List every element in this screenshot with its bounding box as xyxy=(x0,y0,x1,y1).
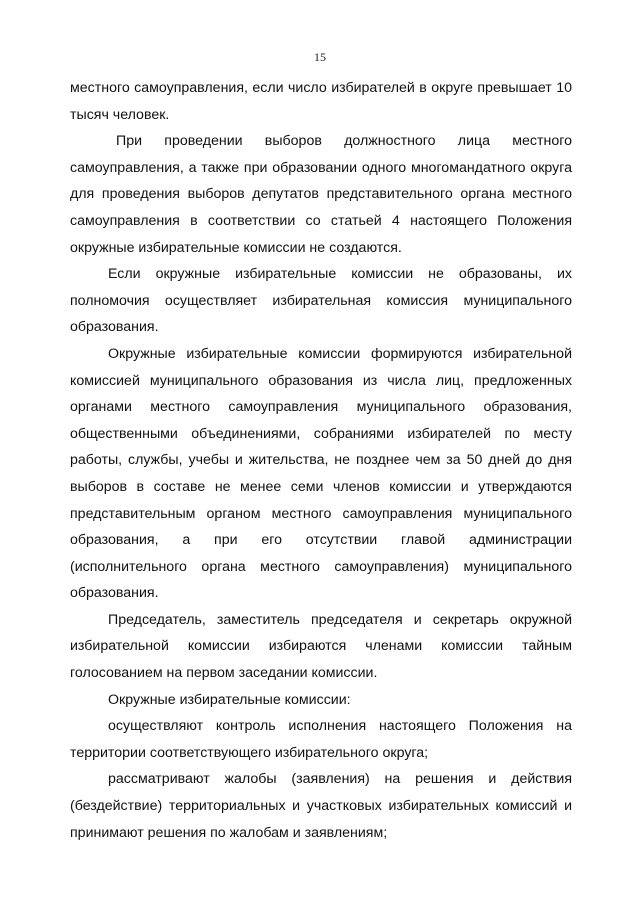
paragraph-1: местного самоуправления, если число избирателей в округе превышает 10 тысяч человек. xyxy=(70,80,572,123)
paragraph-2: При проведении выборов должностного лица местного самоуправления, а также при образовании одного многомандатного округа для проведения выборов депутатов представительного органа местного самоуправления в соответствии со статьей 4 настоящего Положения окружные избирательные комиссии не создаются. xyxy=(70,133,572,256)
paragraph-5: Председатель, заместитель председателя и секретарь окружной избирательной комиссии избираются членами комиссии тайным голосованием на первом заседании комиссии. xyxy=(70,611,572,682)
paragraph-4: Окружные избирательные комиссии формируются избирательной комиссией муниципального образования из числа лиц, предложенных органами местного самоуправления муниципального образования, общественными объединениями, собраниями избирателей по месту работы, службы, учебы и жительства, не позднее чем за 50 дней до дня выборов в составе не менее семи членов комиссии и утверждаются представительным органом местного самоуправления муниципального образования, а при его отсутствии главой администрации (исполнительного органа местного самоуправления) муниципального образования. xyxy=(70,345,572,602)
paragraph-3: Если окружные избирательные комиссии не образованы, их полномочия осуществляет избирательная комиссия муниципального образования. xyxy=(70,266,572,336)
paragraph-7: осуществляют контроль исполнения настоящего Положения на территории соответствующего избирательного округа; xyxy=(70,718,572,761)
page-number: 15 xyxy=(314,50,326,64)
paragraph-6: Окружные избирательные комиссии: xyxy=(108,691,351,708)
paragraph-8: рассматривают жалобы (заявления) на решения и действия (бездействие) территориальных и участковых избирательных комиссий и принимают решения по жалобам и заявлениям; xyxy=(70,771,572,841)
document-body xyxy=(70,75,572,846)
